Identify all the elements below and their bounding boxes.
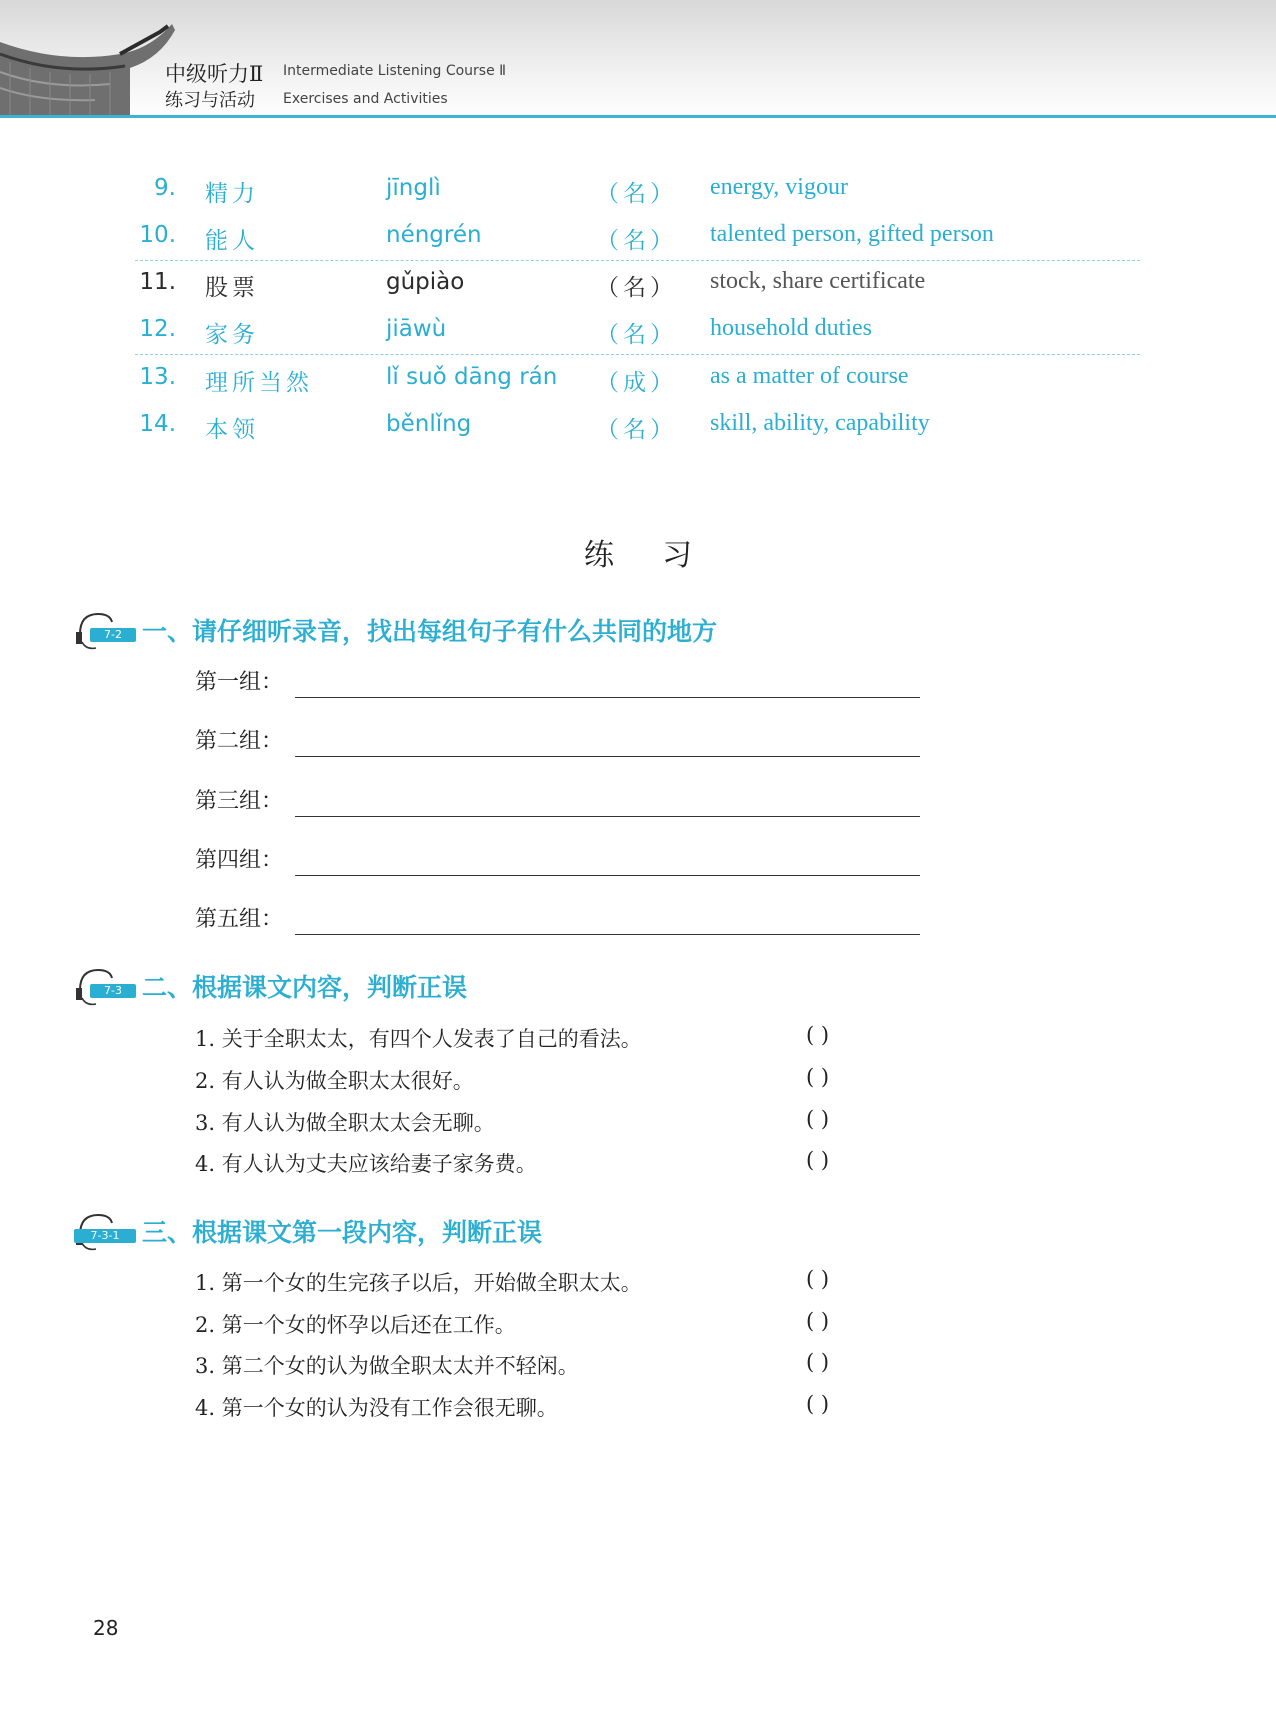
exercise-title: 一、请仔细听录音，找出每组句子有什么共同的地方 bbox=[142, 617, 718, 646]
statement-text: 3. 有人认为做全职太太会无聊。 bbox=[195, 1111, 495, 1135]
statement-text: 1. 第一个女的生完孩子以后，开始做全职太太。 bbox=[195, 1271, 642, 1295]
page-number: 28 bbox=[93, 1616, 119, 1640]
answer-line[interactable] bbox=[295, 756, 920, 757]
answer-blank[interactable]: ( ) bbox=[806, 1392, 830, 1416]
vocab-part-of-speech: （名） bbox=[596, 322, 677, 348]
vocab-english: stock, share certificate bbox=[710, 268, 926, 294]
answer-blank[interactable]: ( ) bbox=[806, 1309, 830, 1333]
vocab-hanzi: 本领 bbox=[205, 417, 259, 443]
group-answer-row bbox=[195, 720, 925, 760]
vocab-row bbox=[0, 358, 1276, 398]
vocab-number: 9. bbox=[154, 175, 176, 201]
answer-line[interactable] bbox=[295, 697, 920, 698]
group-answer-row bbox=[195, 898, 925, 938]
exercise-1-heading bbox=[62, 606, 962, 656]
statement-text: 2. 有人认为做全职太太很好。 bbox=[195, 1069, 474, 1093]
answer-blank[interactable]: ( ) bbox=[806, 1023, 830, 1047]
true-false-item bbox=[195, 1305, 915, 1343]
true-false-item bbox=[195, 1103, 915, 1141]
vocab-row bbox=[0, 405, 1276, 445]
header-cn-subtitle: 练习与活动 bbox=[165, 90, 255, 111]
true-false-item bbox=[195, 1061, 915, 1099]
vocab-english: as a matter of course bbox=[710, 363, 909, 389]
statement-text: 1. 关于全职太太，有四个人发表了自己的看法。 bbox=[195, 1027, 642, 1051]
vocab-pinyin: lǐ suǒ dāng rán bbox=[386, 364, 558, 390]
pagoda-roof-icon bbox=[0, 24, 175, 118]
answer-blank[interactable]: ( ) bbox=[806, 1148, 830, 1172]
group-answer-row bbox=[195, 839, 925, 879]
statement-text: 4. 第一个女的认为没有工作会很无聊。 bbox=[195, 1396, 558, 1420]
vocab-hanzi: 精力 bbox=[205, 181, 259, 207]
answer-line[interactable] bbox=[295, 816, 920, 817]
vocab-english: talented person, gifted person bbox=[710, 221, 994, 247]
answer-blank[interactable]: ( ) bbox=[806, 1350, 830, 1374]
vocab-number: 11. bbox=[139, 269, 176, 295]
vocab-pinyin: běnlǐng bbox=[386, 411, 472, 437]
statement-text: 3. 第二个女的认为做全职太太并不轻闲。 bbox=[195, 1354, 579, 1378]
vocab-number: 13. bbox=[139, 364, 176, 390]
vocab-pinyin: néngrén bbox=[386, 222, 482, 248]
vocab-hanzi: 股票 bbox=[205, 275, 259, 301]
true-false-item bbox=[195, 1144, 915, 1182]
vocab-english: skill, ability, capability bbox=[710, 410, 930, 436]
statement-text: 2. 第一个女的怀孕以后还在工作。 bbox=[195, 1313, 516, 1337]
exercise-title: 三、根据课文第一段内容，判断正误 bbox=[142, 1218, 543, 1247]
vocab-row bbox=[0, 263, 1276, 303]
dashed-divider bbox=[135, 260, 1140, 261]
answer-blank[interactable]: ( ) bbox=[806, 1107, 830, 1131]
vocab-part-of-speech: （名） bbox=[596, 275, 677, 301]
answer-line[interactable] bbox=[295, 934, 920, 935]
vocab-row bbox=[0, 216, 1276, 256]
audio-track-badge: 7-2 bbox=[90, 628, 136, 642]
vocab-hanzi: 家务 bbox=[205, 322, 259, 348]
vocab-english: household duties bbox=[710, 315, 872, 341]
header-rule bbox=[0, 115, 1276, 118]
vocab-number: 14. bbox=[139, 411, 176, 437]
true-false-item bbox=[195, 1019, 915, 1057]
header-en-subtitle: Exercises and Activities bbox=[283, 91, 448, 107]
vocab-part-of-speech: （成） bbox=[596, 370, 677, 396]
vocab-number: 12. bbox=[139, 316, 176, 342]
true-false-item bbox=[195, 1388, 915, 1426]
vocab-number: 10. bbox=[139, 222, 176, 248]
group-label: 第四组： bbox=[195, 848, 284, 873]
group-label: 第二组： bbox=[195, 729, 284, 754]
answer-line[interactable] bbox=[295, 875, 920, 876]
group-label: 第五组： bbox=[195, 907, 284, 932]
vocab-hanzi: 能人 bbox=[205, 228, 259, 254]
vocab-pinyin: jīnglì bbox=[386, 175, 441, 201]
page-header bbox=[0, 0, 1276, 118]
vocab-row bbox=[0, 310, 1276, 350]
vocab-part-of-speech: （名） bbox=[596, 181, 677, 207]
vocab-part-of-speech: （名） bbox=[596, 417, 677, 443]
group-label: 第三组： bbox=[195, 789, 284, 814]
answer-blank[interactable]: ( ) bbox=[806, 1267, 830, 1291]
true-false-item bbox=[195, 1346, 915, 1384]
vocab-hanzi: 理所当然 bbox=[205, 370, 313, 396]
exercise-title: 二、根据课文内容，判断正误 bbox=[142, 973, 468, 1002]
vocab-pinyin: jiāwù bbox=[386, 316, 447, 342]
audio-track-badge: 7-3-1 bbox=[74, 1229, 136, 1243]
vocab-part-of-speech: （名） bbox=[596, 228, 677, 254]
dashed-divider bbox=[135, 354, 1140, 355]
header-cn-title: 中级听力Ⅱ bbox=[165, 62, 264, 86]
vocab-english: energy, vigour bbox=[710, 174, 848, 200]
answer-blank[interactable]: ( ) bbox=[806, 1065, 830, 1089]
exercise-2-heading bbox=[62, 962, 962, 1012]
header-en-title: Intermediate Listening Course Ⅱ bbox=[283, 63, 507, 79]
true-false-item bbox=[195, 1263, 915, 1301]
vocab-row bbox=[0, 169, 1276, 209]
group-answer-row bbox=[195, 780, 925, 820]
statement-text: 4. 有人认为丈夫应该给妻子家务费。 bbox=[195, 1152, 537, 1176]
section-title: 练习 bbox=[584, 538, 740, 573]
group-label: 第一组： bbox=[195, 670, 284, 695]
group-answer-row bbox=[195, 661, 925, 701]
vocab-pinyin: gǔpiào bbox=[386, 269, 465, 295]
audio-track-badge: 7-3 bbox=[90, 984, 136, 998]
exercise-3-heading bbox=[62, 1207, 962, 1257]
